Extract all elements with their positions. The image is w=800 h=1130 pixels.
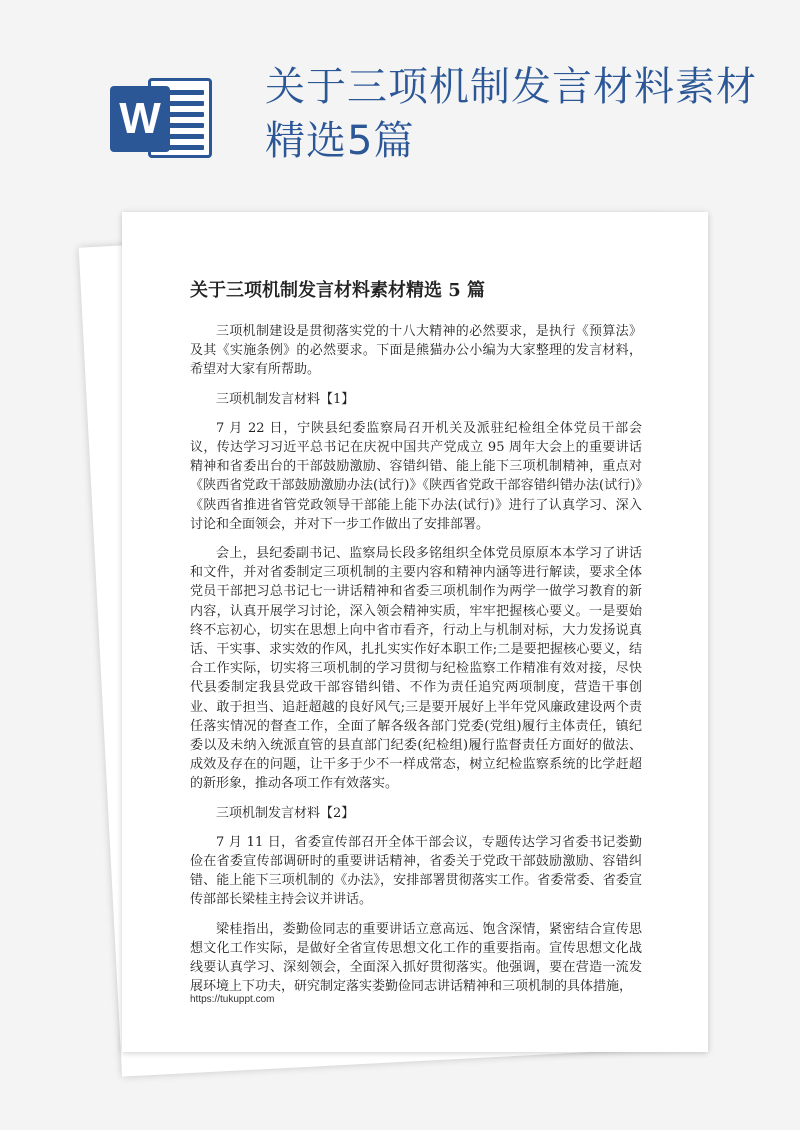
body-paragraph: 7 月 11 日，省委宣传部召开全体干部会议，专题传达学习省委书记娄勤俭在省委宣传部调研时的重要讲话精神，省委关于党政干部鼓励激励、容错纠错、能上能下三项机制的《办法》，安排部署贯彻落实工作。省委常委、省委宣传部部长梁桂主持会议并讲话。	[190, 834, 642, 908]
header	[0, 0, 800, 215]
body-paragraph: 会上，县纪委副书记、监察局长段多铭组织全体党员原原本本学习了讲话和文件，并对省委制定三项机制的主要内容和精神内涵等进行解读，要求全体党员干部把习总书记七一讲话精神和省委三项机制作为两学一做学习教育的新内容，认真开展学习讨论，深入领会精神实质，牢牢把握核心要义。一是要始终不忘初心，切实在思想上向中省市看齐，行动上与机制对标，大力发扬说真话、干实事、求实效的作风，扎扎实实作好本职工作;二是要把握核心要义，结合工作实际，切实将三项机制的学习贯彻与纪检监察工作精准有效对接，尽快代县委制定我县党政干部容错纠错、不作为责任追究两项制度，营造干事创业、敢于担当、追赶超越的良好风气;三是要开展好上半年党风廉政建设两个责任落实情况的督查工作，全面了解各级各部门党委(党组)履行主体责任，镇纪委以及未纳入统派直管的县直部门纪委(纪检组)履行监督责任方面好的做法、成效及存在的问题，让干多于少不一样成常态，树立纪检监察系统的比学赶超的新形象，推动各项工作有效落实。	[190, 546, 642, 792]
document-title: 关于三项机制发言材料素材精选 5 篇	[190, 280, 486, 301]
intro-paragraph: 三项机制建设是贯彻落实党的十八大精神的必然要求，是执行《预算法》及其《实施条例》的必然要求。下面是熊猫办公小编为大家整理的发言材料，希望对大家有所帮助。	[190, 324, 642, 378]
footer-url: https://tukuppt.com	[190, 994, 275, 1005]
section-heading-2: 三项机制发言材料【2】	[216, 805, 355, 821]
body-paragraph: 7 月 22 日，宁陕县纪委监察局召开机关及派驻纪检组全体党员干部会议，传达学习习近平总书记在庆祝中国共产党成立 95 周年大会上的重要讲话精神和省委出台的干部鼓励激励、容错纠错、能上能下三项机制精神，重点对《陕西省党政干部鼓励激励办法(试行)》《陕西省党政干部容错纠错办法(试行)》《陕西省推进省管党政领导干部能上能下办法(试行)》进行了认真学习、深入讨论和全面领会，并对下一步工作做出了安排部署。	[190, 420, 642, 532]
document-body	[190, 322, 642, 1007]
document-page	[122, 212, 708, 1052]
word-document-icon	[110, 72, 214, 162]
word-icon-badge: W	[110, 86, 170, 152]
word-icon-lines	[164, 90, 204, 156]
page-title: 关于三项机制发言材料素材精选5篇	[265, 64, 757, 164]
body-paragraph: 梁桂指出，娄勤俭同志的重要讲话立意高远、饱含深情，紧密结合宣传思想文化工作实际，是做好全省宣传思想文化工作的重要指南。宣传思想文化战线要认真学习、深刻领会，全面深入抓好贯彻落实。他强调，要在营造一流发展环境上下功夫，研究制定落实娄勤俭同志讲话精神和三项机制的具体措施，	[190, 921, 642, 995]
section-heading-1: 三项机制发言材料【1】	[216, 391, 355, 407]
